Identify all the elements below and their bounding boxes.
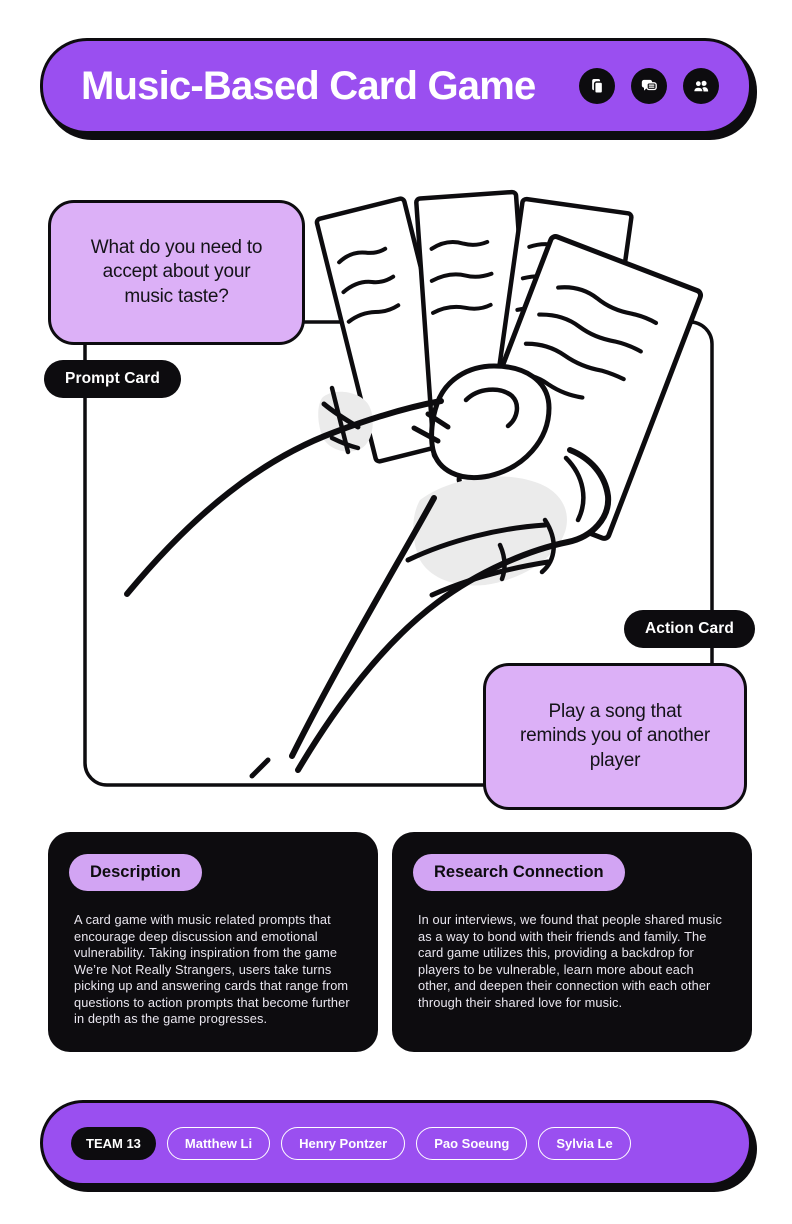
team-member-pill: Sylvia Le bbox=[538, 1127, 630, 1160]
description-card bbox=[48, 832, 378, 1052]
page-title: Music-Based Card Game bbox=[81, 63, 536, 108]
research-card-body: In our interviews, we found that people shared music as a way to bond with their friends and family. The card game utilizes this, providing a backdrop for players to be vulnerable, learn more about each other, and deepen their connection with each other through their shared love for music. bbox=[418, 912, 722, 1010]
team-member-pill: Pao Soeung bbox=[416, 1127, 527, 1160]
research-card-title: Research Connection bbox=[413, 854, 625, 891]
footer-bar bbox=[40, 1100, 752, 1186]
action-card-text: Play a song that reminds you of another player bbox=[520, 701, 710, 771]
team-number-badge: TEAM 13 bbox=[71, 1127, 156, 1160]
prompt-card-label: Prompt Card bbox=[44, 360, 181, 398]
team-member-pill: Matthew Li bbox=[167, 1127, 270, 1160]
action-card-bubble bbox=[483, 663, 747, 810]
research-connection-card bbox=[392, 832, 752, 1052]
prompt-card-bubble bbox=[48, 200, 305, 345]
description-card-title: Description bbox=[69, 854, 202, 891]
team-member-pill: Henry Pontzer bbox=[281, 1127, 405, 1160]
description-card-body: A card game with music related prompts that encourage deep discussion and emotional vulnerability. Taking inspiration from the game We’re Not Really Strangers, users take turns picking up and answering cards that range from questions to action prompts that become further in depth as the game progresses. bbox=[74, 912, 350, 1026]
prompt-card-text: What do you need to accept about your music taste? bbox=[90, 237, 263, 307]
action-card-label: Action Card bbox=[624, 610, 755, 648]
